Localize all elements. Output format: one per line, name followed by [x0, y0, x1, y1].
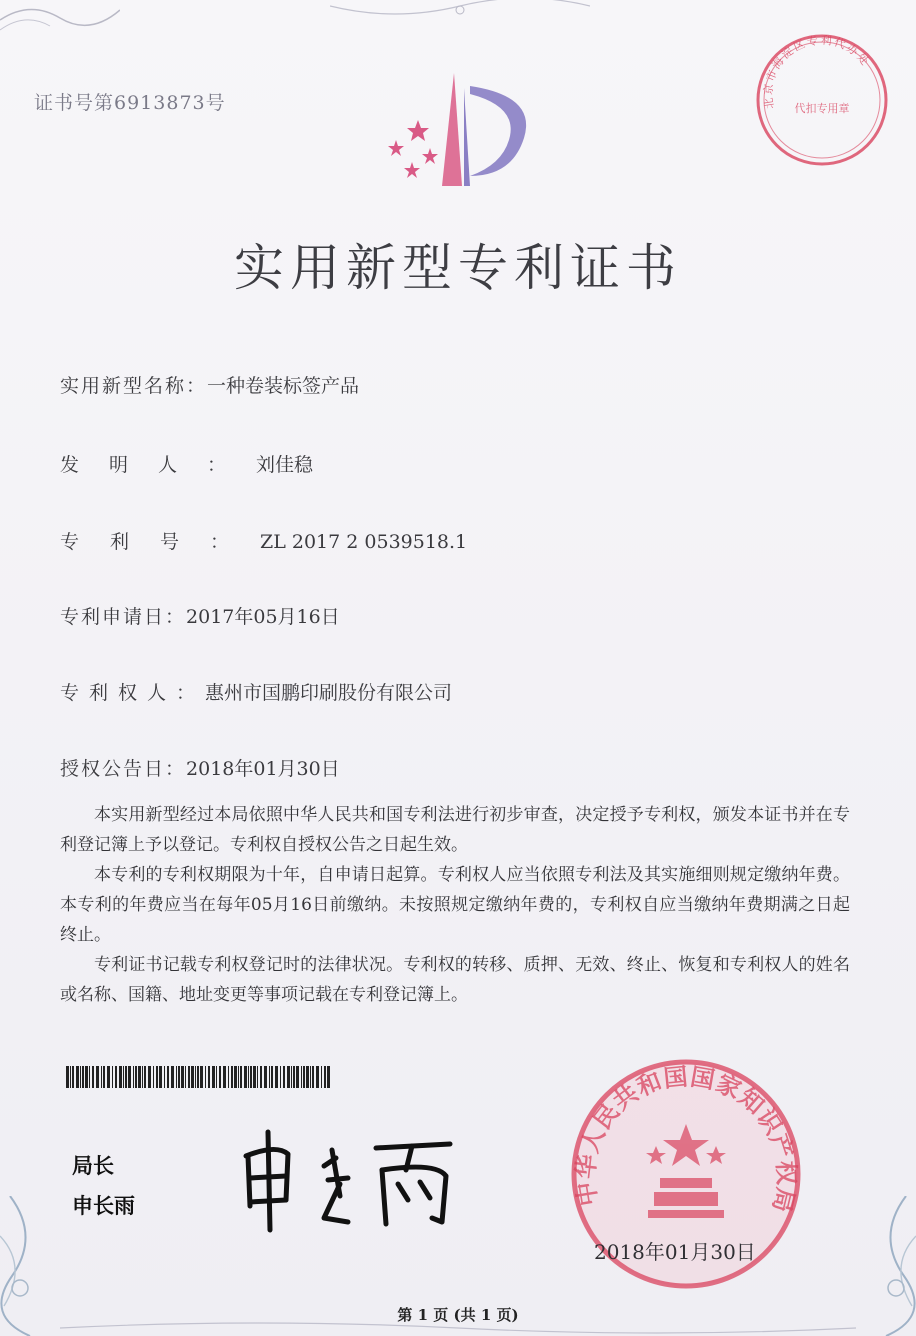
barcode-bar [185, 1066, 186, 1088]
official-seal-ring-text: 中华人民共和国国家知识产权局 [570, 1061, 802, 1217]
barcode-bar [171, 1066, 174, 1088]
field-patent-number [60, 527, 467, 554]
barcode-bar [275, 1066, 278, 1088]
barcode-bar [164, 1066, 165, 1088]
barcode-bar [188, 1066, 190, 1088]
barcode-bar [125, 1066, 127, 1088]
barcode-bar [250, 1066, 252, 1088]
patent-office-logo [372, 68, 542, 198]
barcode-bar [240, 1066, 242, 1088]
agency-stamp-ring-text: 北京市海淀区专利代办处 [761, 33, 873, 110]
barcode-bar [223, 1066, 226, 1088]
barcode-bar [216, 1066, 217, 1088]
barcode-bar [119, 1066, 122, 1088]
barcode-bar [231, 1066, 233, 1088]
barcode-bar [208, 1066, 210, 1088]
field-value: 刘佳稳 [256, 454, 314, 476]
barcode-bar [321, 1066, 322, 1088]
barcode-bar [219, 1066, 221, 1088]
barcode-bar [238, 1066, 239, 1088]
barcode-bar [205, 1066, 206, 1088]
barcode [66, 1066, 336, 1088]
barcode-bar [142, 1066, 143, 1088]
certificate-number: 证书号第6913873号 [34, 92, 226, 114]
barcode-bar [228, 1066, 229, 1088]
signatory-title: 局长 [72, 1154, 114, 1178]
field-value: 惠州市国鹏印刷股份有限公司 [205, 682, 453, 704]
barcode-bar [296, 1066, 299, 1088]
barcode-bar [82, 1066, 84, 1088]
field-patentee [60, 678, 452, 705]
signatory-name: 申长雨 [72, 1194, 135, 1218]
barcode-bar [153, 1066, 154, 1088]
barcode-bar [269, 1066, 270, 1088]
seal-date: 2018年01月30日 [594, 1240, 756, 1264]
barcode-bar [191, 1066, 194, 1088]
barcode-bar [253, 1066, 256, 1088]
field-value: 2018年01月30日 [186, 758, 340, 780]
barcode-bar [107, 1066, 110, 1088]
barcode-bar [178, 1066, 180, 1088]
body-paragraph: 本实用新型经过本局依照中华人民共和国专利法进行初步审查，决定授予专利权，颁发本证书并在专利登记簿上予以登记。专利权自授权公告之日起生效。 [60, 805, 850, 855]
barcode-bar [244, 1066, 247, 1088]
barcode-bar [138, 1066, 141, 1088]
barcode-bar [148, 1066, 151, 1088]
body-paragraph: 专利证书记载专利权登记时的法律状况。专利权的转移、质押、无效、终止、恢复和专利权人的姓名或名称、国籍、地址变更等事项记载在专利登记簿上。 [60, 955, 850, 1005]
barcode-bar [280, 1066, 281, 1088]
barcode-bar [144, 1066, 146, 1088]
field-label: 发明人： [60, 454, 257, 476]
barcode-bar [283, 1066, 285, 1088]
barcode-bar [103, 1066, 105, 1088]
barcode-bar [159, 1066, 162, 1088]
handwritten-signature [236, 1126, 466, 1236]
field-utility-model-name [60, 371, 359, 398]
barcode-bar [181, 1066, 184, 1088]
barcode-bar [80, 1066, 81, 1088]
agency-stamp-center-text: 代扣专用章 [794, 102, 850, 115]
barcode-bar [324, 1066, 326, 1088]
barcode-bar [176, 1066, 177, 1088]
barcode-bar [70, 1066, 71, 1088]
barcode-bar [301, 1066, 302, 1088]
barcode-bar [197, 1066, 199, 1088]
barcode-bar [327, 1066, 330, 1088]
field-label: 专利号： [60, 531, 261, 553]
barcode-bar [76, 1066, 79, 1088]
field-label: 专利权人： [60, 682, 206, 704]
certificate-body [60, 800, 850, 1010]
barcode-bar [316, 1066, 319, 1088]
field-inventor [60, 450, 313, 477]
barcode-bar [291, 1066, 292, 1088]
barcode-bar [101, 1066, 102, 1088]
barcode-bar [156, 1066, 158, 1088]
field-value: 一种卷装标签产品 [207, 375, 360, 397]
barcode-bar [287, 1066, 290, 1088]
page-footer: 第 1 页 (共 1 页) [397, 1306, 519, 1324]
corner-ornament-top-center [330, 0, 590, 22]
field-label: 专利申请日： [60, 606, 187, 628]
barcode-bar [195, 1066, 196, 1088]
barcode-bar [234, 1066, 237, 1088]
barcode-bar [85, 1066, 88, 1088]
barcode-bar [89, 1066, 90, 1088]
field-label: 授权公告日： [60, 758, 187, 780]
barcode-bar [112, 1066, 113, 1088]
barcode-bar [167, 1066, 169, 1088]
agency-stamp [752, 30, 892, 170]
barcode-bar [200, 1066, 203, 1088]
barcode-bar [257, 1066, 258, 1088]
field-grant-date [60, 754, 340, 781]
barcode-bar [248, 1066, 249, 1088]
barcode-bar [306, 1066, 309, 1088]
barcode-bar [92, 1066, 94, 1088]
barcode-bar [303, 1066, 305, 1088]
corner-ornament-top-left [0, 0, 120, 40]
barcode-bar [310, 1066, 311, 1088]
barcode-bar [135, 1066, 137, 1088]
barcode-bar [212, 1066, 215, 1088]
body-paragraph: 本专利的专利权期限为十年，自申请日起算。专利权人应当依照专利法及其实施细则规定缴纳年费。本专利的年费应当在每年05月16日前缴纳。未按照规定缴纳年费的，专利权自应当缴纳年费期满之日起终止。 [60, 865, 850, 945]
barcode-bar [66, 1066, 69, 1088]
barcode-bar [128, 1066, 131, 1088]
field-value: ZL 2017 2 0539518.1 [260, 531, 468, 553]
barcode-bar [264, 1066, 267, 1088]
barcode-bar [260, 1066, 262, 1088]
certificate-title: 实用新型专利证书 [234, 239, 682, 297]
barcode-bar [123, 1066, 124, 1088]
field-filing-date [60, 602, 340, 629]
barcode-bar [72, 1066, 74, 1088]
barcode-bar [115, 1066, 117, 1088]
field-value: 2017年05月16日 [186, 606, 340, 628]
barcode-bar [293, 1066, 295, 1088]
barcode-bar [271, 1066, 273, 1088]
barcode-bar [133, 1066, 134, 1088]
barcode-bar [312, 1066, 314, 1088]
barcode-bar [96, 1066, 99, 1088]
field-label: 实用新型名称： [60, 375, 208, 397]
